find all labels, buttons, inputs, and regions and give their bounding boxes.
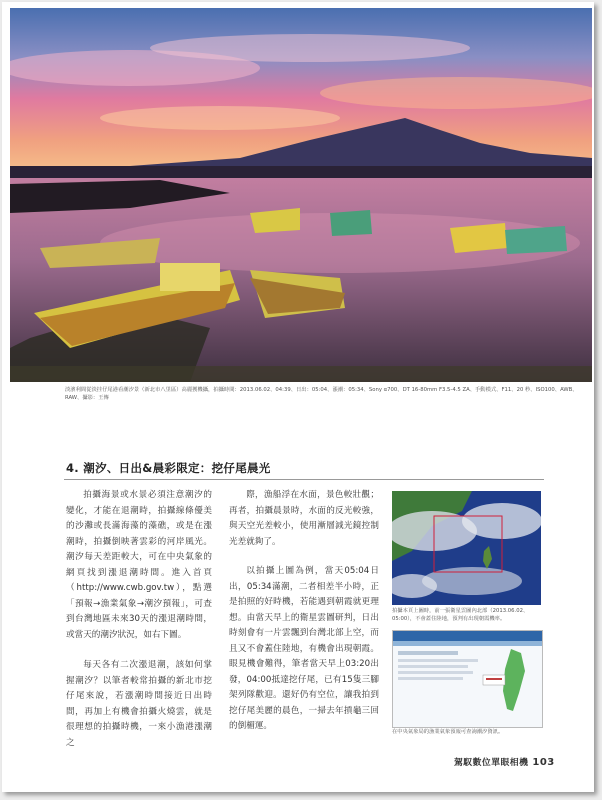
magazine-page	[2, 2, 594, 792]
satellite-cloud-image	[392, 491, 541, 605]
title-divider	[64, 479, 544, 480]
text-column-2	[229, 488, 379, 735]
paragraph: 以拍攝上圖為例，當天05:04日出，05:34滿潮，二者相差半小時，正是拍照的好時機，若能遇到朝霞就更理想。由當天早上的衛星雲圖研判，日出時刻會有一片雲飄到台灣北部上空，而且又不會蓋住陸地，有機會出現朝霞。眼見機會難得，筆者當天早上03:20出發，04:00抵達挖仔尾，已有15隻三腳架列隊歡迎。還好仍有空位，讓我拍到挖仔尾美麗的晨色，一掃去年摃龜三回的倒楣運。	[229, 566, 379, 731]
tide-caption: 在中央氣象局的漁業氣象預報可查詢潮汐資訊。	[392, 729, 504, 735]
page-footer	[454, 755, 555, 768]
satellite-caption: 拍攝本頁上圖時，前一張衛星雲圖內北部（2013.06.02、05:00），不會蓋住陸地，預判有出現朝霞機率。	[392, 608, 529, 622]
section-title: 4. 潮汐、日出&晨彩限定：挖仔尾晨光	[66, 461, 271, 475]
tide-forecast-screenshot	[392, 630, 543, 728]
paragraph: 拍攝海景或水景必須注意潮汐的變化，才能在退潮時，拍攝線條優美的沙灘或長滿海藻的藻礁，或是在漲潮時，拍攝倒映著雲彩的河岸風光。潮汐每天差距較大，可在中央氣象的網頁找到漲退潮時間。進入首頁（http://www.cwb.gov.tw），點選「預報→漁業氣象→潮汐預報」，可查到台灣地區未來30天的漲退潮時間，或當天的潮汐狀況，如右下圖。	[66, 490, 212, 640]
magazine-name: 駕馭數位單眼相機	[454, 758, 529, 768]
text-column-1	[66, 488, 212, 751]
paragraph: 際，漁船浮在水面，景色較壯觀；再者，拍攝晨景時，水面的反光較強，與天空光差較小，使用漸層減光鏡控制光差就夠了。	[229, 490, 379, 547]
harbor-photo-illustration	[10, 8, 592, 382]
paragraph: 每天各有二次漲退潮，該如何掌握潮汐？以筆者較常拍攝的新北市挖仔尾來說，若漲潮時間接近日出時間，再加上有機會拍攝火燒雲，就是很理想的拍攝時機，一來小漁港漲潮之	[66, 660, 212, 748]
photo-caption: 淡濱利間從淡挂仔尾港看潮汐景（新北市八里區）高麗獲機攝，拍攝時間：2013.06.02、04:39、日出：05:04、漲潮：05:34、Sony α700、DT 16-80mm F3.5-4.5 ZA、手動模式、F11、20 秒、ISO100、AWB、RAW、攝影：王傳	[65, 387, 578, 401]
harbor-dawn-photo	[10, 8, 592, 382]
page-number: 103	[532, 757, 555, 768]
